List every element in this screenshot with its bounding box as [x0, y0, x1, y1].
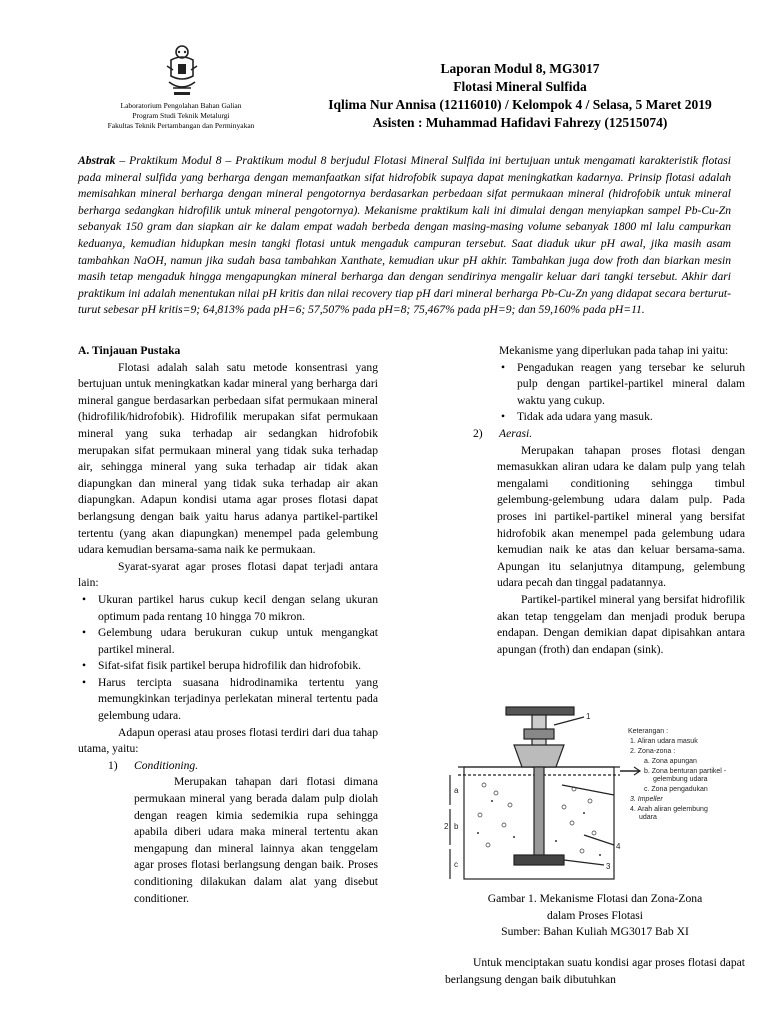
bullet-icon: •: [82, 626, 87, 640]
legend-item: b. Zona benturan partikel -: [644, 768, 727, 775]
left-column: [78, 343, 378, 907]
requirements-list: [78, 592, 378, 725]
legend-item: 4. Arah aliran gelembung: [630, 806, 708, 813]
report-title-block: [270, 60, 768, 132]
legend-item: udara: [639, 814, 657, 821]
figure-label: a: [454, 786, 459, 795]
bullet-icon: •: [82, 675, 87, 689]
caption-source: Sumber: Bahan Kuliah MG3017 Bab XI: [501, 925, 689, 939]
section-heading: A. Tinjauan Pustaka: [78, 344, 181, 357]
figure-label: c: [454, 860, 458, 869]
report-title: Laporan Modul 8, MG3017: [440, 61, 600, 76]
list-item: • Gelembung udara berukuran cukup untuk mengangkat partikel mineral.: [82, 626, 378, 656]
paragraph: Flotasi adalah salah satu metode konsentrasi yang bertujuan untuk meningkatkan kadar mineral yang berharga dari mineral gangue berdasarkan perbedaan sifat permukaan mineral (hidrofilik/hidrofobik). Hidrofilik merupakan sifat permukaan mineral yang suka terhadap air sedangkan hidrofobik merupakan sifat permukaan mineral yang tidak suka terhadap air, sehingga mineral yang suka terhadap air tidak akan diapungkan dan mineral yang tidak suka terhadap air akan diapungkan. Adapun kondisi utama agar proses flotasi dapat berlangsung dengan baik yaitu harus adanya partikel-partikel tertentu (yang akan diapungkan) menempel pada gelembung udara kemudian bersama-sama naik ke permukaan.: [78, 360, 378, 557]
bullet-icon: •: [82, 659, 87, 673]
abstract: [78, 153, 731, 319]
itb-logo: [163, 42, 201, 98]
list-item: • Sifat-sifat fisik partikel berupa hidrofilik dan hidrofobik.: [78, 658, 378, 675]
right-column: [445, 343, 745, 658]
paragraph: Untuk menciptakan suatu kondisi agar proses flotasi dapat berlangsung dengan baik dibutuhkan: [445, 956, 745, 986]
step-number: 2): [473, 426, 483, 440]
caption-line: dalam Proses Flotasi: [547, 908, 643, 922]
motor-housing: [506, 707, 574, 715]
step-title: Aerasi.: [499, 426, 533, 440]
figure-caption: [445, 891, 745, 941]
abstract-label: Abstrak: [78, 154, 116, 167]
flotation-cell-figure: [444, 705, 754, 890]
lab-line: Program Studi Teknik Metalurgi: [132, 111, 230, 120]
closing-paragraph: [445, 955, 745, 988]
list-item: • Harus tercipta suasana hidrodinamika tertentu yang memungkinkan terjadinya perlekatan mineral tertentu pada gelembung udara.: [82, 675, 378, 723]
lab-line: Fakultas Teknik Pertambangan dan Perminyakan: [107, 121, 255, 130]
impeller-shaft: [534, 767, 544, 859]
legend-item: 1. Aliran udara masuk: [630, 738, 698, 745]
paragraph: Syarat-syarat agar proses flotasi dapat terjadi antara lain:: [78, 559, 378, 590]
assistant-line: Asisten : Muhammad Hafidavi Fahrezy (12515074): [372, 115, 668, 130]
legend-item: 3. Impeller: [630, 796, 663, 803]
legend-item: c. Zona pengadukan: [644, 786, 708, 793]
paragraph: Partikel-partikel mineral yang bersifat hidrofilik akan tetap tenggelam dan menjadi produk berupa endapan. Dengan demikian dapat dipisahkan antara apungan (froth) dan endapan (sink).: [497, 592, 745, 656]
bullet-icon: •: [82, 592, 87, 606]
figure-label: 4: [616, 842, 621, 851]
legend-item: a. Zona apungan: [644, 758, 697, 765]
lab-line: Laboratorium Pengolahan Bahan Galian: [120, 101, 242, 110]
step-number: 1): [108, 758, 118, 772]
paragraph: Adapun operasi atau proses flotasi terdiri dari dua tahap utama, yaitu:: [78, 725, 378, 756]
paragraph: Merupakan tahapan dari flotasi dimana permukaan mineral yang berada dalam pulp diolah dengan reagen kimia sedemikia rupa sehingga apabila diberi udara maka mineral tertentu akan mengapung dan mineral lainnya akan tenggelam agar proses flotasi berlangsung dengan baik. Proses conditioning dilakukan dalam alat yang disebut conditioner.: [134, 775, 378, 905]
bullet-icon: •: [501, 360, 506, 374]
step-heading: [445, 426, 745, 443]
caption-line: Gambar 1. Mekanisme Flotasi dan Zona-Zona: [487, 892, 703, 905]
list-item: • Tidak ada udara yang masuk.: [497, 409, 745, 426]
abstract-text: – Praktikum Modul 8 – Praktikum modul 8 berjudul Flotasi Mineral Sulfida ini bertujuan untuk mengamati karakteristik flotasi pada mineral sulfida yang berharga dengan memanfaatkan sifat hidrofobik supaya dapat meningkatkan kadarnya. Prinsip flotasi adalah memisahkan mineral berharga dengan mineral pengotornya berdasarkan perbedaan sifat permukaan mineral (hidrofobik untuk mineral berharga sedangkan hidrofilik untuk mineral pengotornya). Mekanisme praktikum kali ini dimulai dengan menyiapkan sampel Pb-Cu-Zn sebanyak 150 gram dan siapkan air ke dalam empat wadah berbeda dengan masing-masing volume sebanyak 1800 ml lalu campurkan keduanya, kemudian hidupkan mesin tangki flotasi untuk mengaduk campuran tersebut. Saat diaduk ukur pH awal, jika masih asam tambahkan NaOH, namun jika sudah basa tambahkan Xanthate, kemudian ukur pH akhir. Tambahkan juga dow froth dan biarkan mesin masih tetap mengaduk hingga mengapungkan mineral berharga dan dengan sendirinya mengalir keluar dari tangki tersebut. Akhir dari praktikum ini adalah menentukan nilai pH kritis dan nilai recovery tiap pH dari mineral berharga Pb-Cu-Zn yang didapat secara berturut-turut sebesar pH kritis=9; 64,813% pada pH=6; 57,507% pada pH=8; 75,467% pada pH=9; dan 59,160% pada pH=11.: [78, 154, 731, 317]
report-subtitle: Flotasi Mineral Sulfida: [453, 79, 587, 94]
paragraph: Merupakan tahapan proses flotasi dengan memasukkan aliran udara ke dalam pulp yang telah mengalami conditioning sehingga timbul gelembung-gelembung udara dalam pulp. Pada proses ini partikel-partikel mineral yang bersifat hidrofobik akan menempel pada gelembung udara kemudian naik ke atas dan keluar bersama-sama. Apungan itu selanjutnya ditampung, gelembung udara pecah dan tinggal padatannya.: [497, 443, 745, 590]
legend-title: Keterangan :: [628, 728, 669, 735]
legend-item: 2. Zona-zona :: [630, 748, 676, 755]
figure-label: 1: [586, 712, 591, 721]
figure-label: 3: [606, 862, 611, 871]
impeller: [514, 855, 564, 865]
list-item: • Pengadukan reagen yang tersebar ke seluruh pulp dengan partikel-partikel mineral dalam waktu yang cukup.: [501, 360, 745, 407]
step-title: Conditioning.: [134, 758, 199, 772]
legend-item: gelembung udara: [653, 776, 708, 783]
bullet-icon: •: [501, 410, 506, 424]
author-line: Iqlima Nur Annisa (12116010) / Kelompok 4 / Selasa, 5 Maret 2019: [328, 97, 712, 112]
laboratory-name: [86, 101, 276, 131]
paragraph: Mekanisme yang diperlukan pada tahap ini yaitu:: [499, 344, 729, 357]
list-item: • Ukuran partikel harus cukup kecil dengan selang ukuran optimum pada rentang 10 hingga 70 mikron.: [82, 592, 378, 623]
figure-label: 2: [444, 822, 449, 831]
mechanism-list: [445, 360, 745, 426]
figure-label: b: [454, 822, 459, 831]
step-heading: [78, 758, 378, 775]
